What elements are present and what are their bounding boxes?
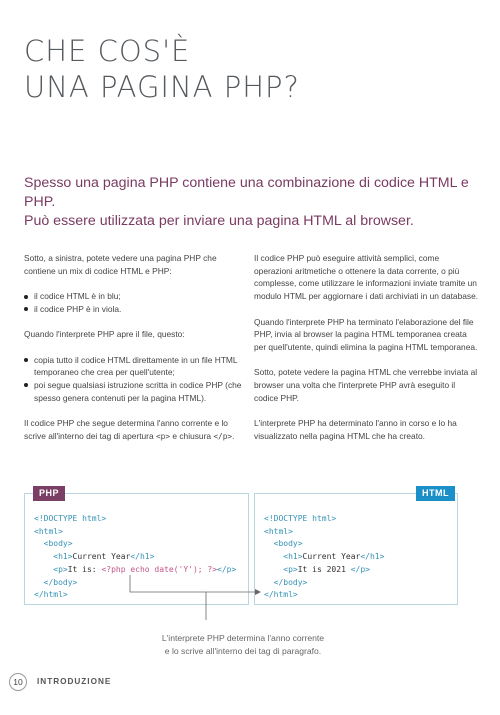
section-name: INTRODUZIONE xyxy=(37,677,112,686)
title-line-2: UNA PAGINA PHP? xyxy=(24,70,300,104)
connector-line-left xyxy=(130,575,206,620)
code-h1-text: Current Year xyxy=(302,552,361,562)
lead-line-2: Può essere utilizzata per inviare una pagina HTML al browser. xyxy=(24,213,414,229)
right-paragraph-2: Quando l'interprete PHP ha terminato l'elaborazione del file PHP, invia al browser la pagina HTML temporanea creata per quell'utente, quindi elimina la pagina HTML temporanea. xyxy=(254,316,478,352)
code-p-text: It is: xyxy=(67,564,102,574)
code-p-text: It is 2021 xyxy=(297,564,351,574)
p3-code-close-tag: </p> xyxy=(213,431,233,441)
code-p-close: </p> xyxy=(350,564,370,574)
code-h1-close: </h1> xyxy=(360,552,385,562)
code-doctype: <!DOCTYPE html> xyxy=(34,514,107,523)
code-html-close: </html> xyxy=(264,590,298,600)
title-line-1: CHE COS'È xyxy=(24,34,191,68)
code-html-open: <html> xyxy=(264,526,293,536)
code-body-close: </body> xyxy=(43,577,78,587)
p3-suffix: . xyxy=(232,430,235,441)
page-number: 10 xyxy=(9,673,27,691)
right-paragraph-3: Sotto, potete vedere la pagina HTML che verrebbe inviata al browser una volta che l'interprete PHP avrà eseguito il codice PHP. xyxy=(254,367,478,403)
code-p-open: <p> xyxy=(53,564,68,574)
code-body-open: <body> xyxy=(43,539,73,549)
annotation-line-1: L'interprete PHP determina l'anno corrente xyxy=(161,633,325,643)
code-p-open: <p> xyxy=(283,564,298,574)
left-paragraph-2: Quando l'interprete PHP apre il file, questo: xyxy=(24,329,185,340)
p3-mid: e chiusura xyxy=(170,430,214,441)
p3-prefix: Il codice PHP che segue determina l'anno corrente e lo scrive all'interno dei tag di apertura xyxy=(24,418,228,441)
code-doctype: <!DOCTYPE html> xyxy=(264,514,337,523)
code-body-close: </body> xyxy=(273,577,308,587)
lead-line-1: Spesso una pagina PHP contiene una combinazione di codice HTML e PHP. xyxy=(24,175,469,210)
bullet-item: il codice PHP è in viola. xyxy=(24,303,246,316)
code-html-close: </html> xyxy=(34,590,68,600)
code-h1-open: <h1> xyxy=(283,552,303,562)
php-label: PHP xyxy=(33,486,65,501)
code-h1-close: </h1> xyxy=(130,552,155,562)
bullet-item: il codice HTML è in blu; xyxy=(24,290,246,303)
bullet-item: poi segue qualsiasi istruzione scritta in codice PHP (che spesso genera contenuti per la pagina HTML). xyxy=(24,379,246,404)
annotation-text xyxy=(60,632,426,657)
code-php-snippet: <?php echo date('Y'); ?> xyxy=(101,564,218,574)
code-h1-open: <h1> xyxy=(53,552,73,562)
arrow-head-icon xyxy=(255,589,261,595)
right-paragraph-4: L'interprete PHP ha determinato l'anno in corso e lo ha visualizzato nella pagina HTML che ha creato. xyxy=(254,418,457,441)
bullet-item: copia tutto il codice HTML direttamente in un file HTML temporaneo che crea per quell'utente; xyxy=(24,354,246,379)
right-paragraph-1: Il codice PHP può eseguire attività semplici, come operazioni aritmetiche o ottenere la data corrente, o più complesse, come utilizzare le informazioni inviate tramite un modulo HTML per aggiornare i dati archiviati in un database. xyxy=(254,253,479,302)
code-html-open: <html> xyxy=(34,526,63,536)
code-h1-text: Current Year xyxy=(72,552,131,562)
code-body-open: <body> xyxy=(273,539,303,549)
p3-code-open-tag: <p> xyxy=(155,431,171,441)
code-p-close: </p> xyxy=(217,564,237,574)
left-paragraph-1: Sotto, a sinistra, potete vedere una pagina PHP che contiene un mix di codice HTML e PHP: xyxy=(24,253,217,276)
html-label: HTML xyxy=(416,486,455,501)
annotation-line-2: e lo scrive all'interno dei tag di paragrafo. xyxy=(164,645,322,656)
